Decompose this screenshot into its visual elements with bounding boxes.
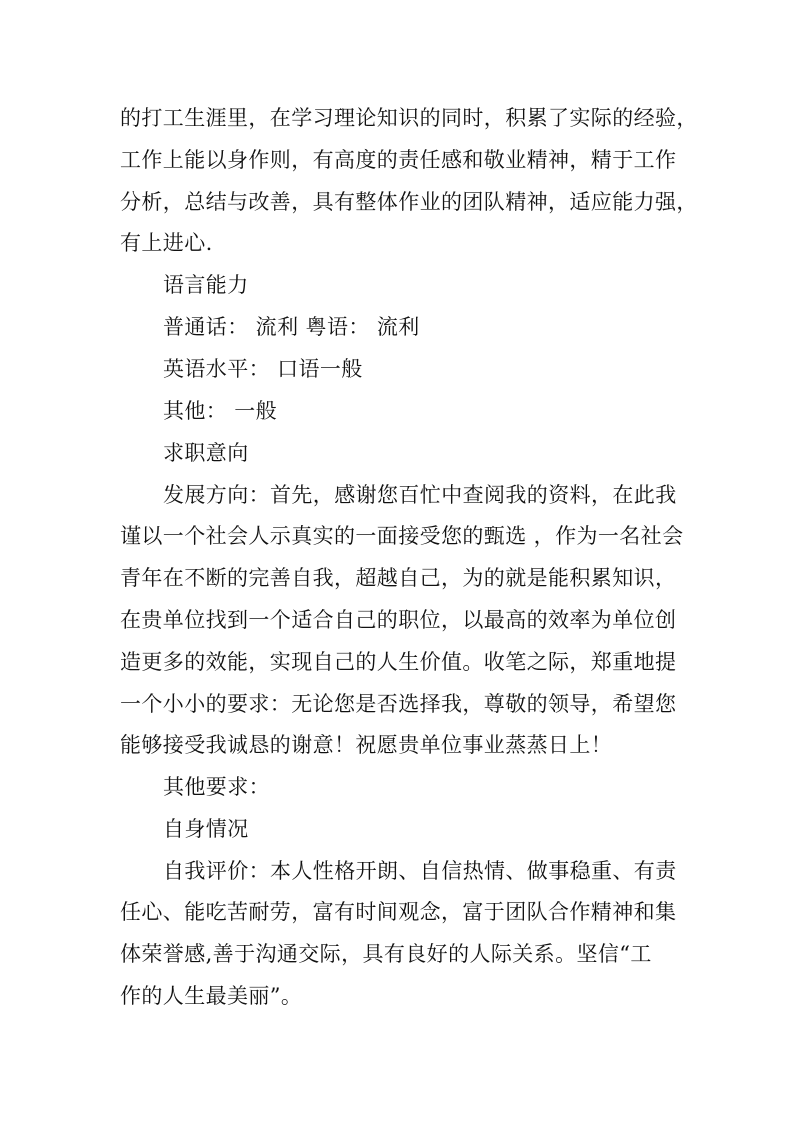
paragraph-line: 有上进心. bbox=[120, 231, 213, 255]
paragraph-line: 任心、能吃苦耐劳，富有时间观念，富于团队合作精神和集 bbox=[120, 900, 677, 924]
other-language-line: 其他： 一般 bbox=[163, 399, 278, 423]
paragraph-line: 作的人生最美丽”。 bbox=[120, 984, 303, 1008]
paragraph-line: 体荣誉感,善于沟通交际，具有良好的人际关系。坚信“工 bbox=[120, 942, 652, 966]
paragraph-line: 在贵单位找到一个适合自己的职位，以最高的效率为单位创 bbox=[120, 608, 677, 632]
paragraph-line: 能够接受我诚恳的谢意！祝愿贵单位事业蒸蒸日上！ bbox=[120, 733, 613, 757]
paragraph-line: 发展方向：首先，感谢您百忙中查阅我的资料，在此我 bbox=[163, 483, 677, 507]
paragraph-line: 的打工生涯里，在学习理论知识的同时，积累了实际的经验， bbox=[120, 106, 698, 130]
paragraph-line: 造更多的效能，实现自己的人生价值。收笔之际，郑重地提 bbox=[120, 650, 677, 674]
paragraph-line: 自我评价：本人性格开朗、自信热情、做事稳重、有责 bbox=[163, 859, 677, 883]
paragraph-line: 青年在不断的完善自我，超越自己，为的就是能积累知识， bbox=[120, 566, 677, 590]
other-requirements-heading: 其他要求： bbox=[163, 775, 270, 799]
section-heading-language: 语言能力 bbox=[163, 273, 249, 297]
paragraph-line: 一个小小的要求：无论您是否选择我，尊敬的领导，希望您 bbox=[120, 692, 677, 716]
mandarin-cantonese-line: 普通话： 流利 粤语： 流利 bbox=[163, 315, 420, 339]
paragraph-line: 谨以一个社会人示真实的一面接受您的甄选 ，作为一名社会 bbox=[120, 524, 684, 548]
paragraph-line: 分析，总结与改善，具有整体作业的团队精神，适应能力强， bbox=[120, 190, 698, 214]
section-heading-job-intent: 求职意向 bbox=[163, 441, 249, 465]
paragraph-line: 工作上能以身作则，有高度的责任感和敬业精神，精于工作 bbox=[120, 148, 677, 172]
section-heading-self: 自身情况 bbox=[163, 817, 249, 841]
english-level-line: 英语水平： 口语一般 bbox=[163, 357, 363, 381]
